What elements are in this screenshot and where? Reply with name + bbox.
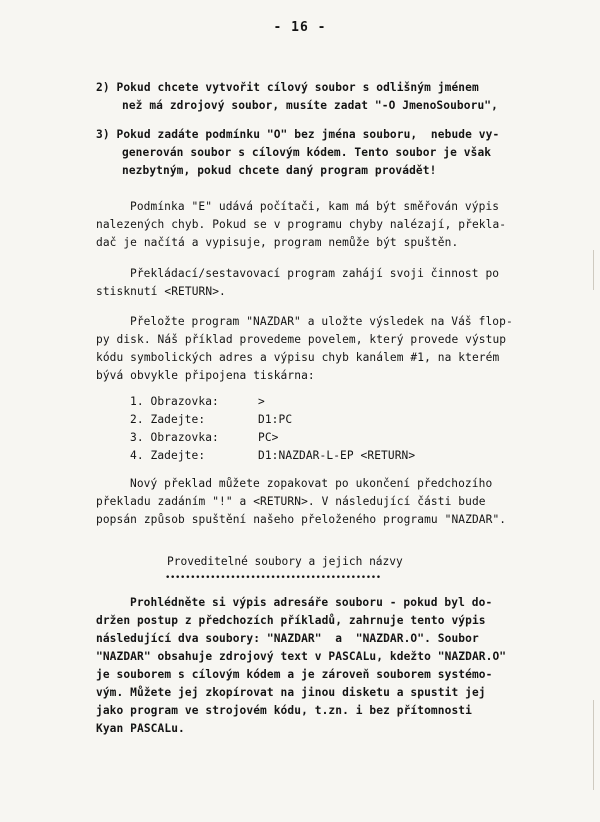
- para-repeat-line-3: popsán způsob spuštění našeho přeloženého programu "NAZDAR".: [96, 513, 507, 526]
- para-directory-line-3: následující dva soubory: "NAZDAR" a "NAZDAR.O". Soubor: [96, 632, 479, 645]
- step-1-value: >: [258, 395, 265, 408]
- para-directory-line-8: Kyan PASCALu.: [96, 722, 185, 735]
- scan-edge-mark: [593, 700, 594, 790]
- para-directory-line-7: jako program ve strojovém kódu, t.zn. i bez přítomnosti: [96, 704, 472, 717]
- para-repeat-line-1: Nový překlad můžete zopakovat po ukončení předchozího: [130, 477, 493, 490]
- step-4-label: 4. Zadejte:: [130, 449, 206, 462]
- item-3-line-3: nezbytným, pokud chcete daný program provádět!: [122, 164, 437, 177]
- para-directory-line-1: Prohlédněte si výpis adresáře souboru - pokud byl do-: [130, 596, 493, 609]
- step-3-label: 3. Obrazovka:: [130, 431, 219, 444]
- section-dotted-rule: •••••••••••••••••••••••••••••••••••••••••••: [165, 573, 381, 583]
- para-return-line-1: Překládací/sestavovací program zahájí svoji činnost po: [130, 267, 500, 280]
- item-3-line-2: generován soubor s cílovým kódem. Tento soubor je však: [122, 146, 492, 159]
- para-directory-line-5: je souborem s cílovým kódem a je zároveň souborem systémo-: [96, 668, 493, 681]
- item-3-line-1: 3) Pokud zadáte podmínku "O" bez jména souboru, nebude vy-: [96, 128, 500, 141]
- section-heading: Proveditelné soubory a jejich názvy: [167, 555, 403, 568]
- para-directory-line-4: "NAZDAR" obsahuje zdrojový text v PASCALu, kdežto "NAZDAR.O": [96, 650, 507, 663]
- para-e-line-3: dač je načítá a vypisuje, program nemůže být spuštěn.: [96, 236, 459, 249]
- para-e-line-1: Podmínka "E" udává počítači, kam má být směřován výpis: [130, 200, 500, 213]
- step-2-value: D1:PC: [258, 413, 293, 426]
- para-repeat-line-2: překladu zadáním "!" a <RETURN>. V následující části bude: [96, 495, 486, 508]
- para-directory-line-2: držen postup z předchozích příkladů, zahrnuje tento výpis: [96, 614, 486, 627]
- step-3-value: PC>: [258, 431, 279, 444]
- scan-edge-mark: [593, 250, 594, 290]
- para-nazdar-line-3: kódu symbolických adres a výpisu chyb kanálem #1, na kterém: [96, 351, 500, 364]
- step-2-label: 2. Zadejte:: [130, 413, 206, 426]
- page-number: - 16 -: [273, 20, 327, 35]
- para-nazdar-line-2: py disk. Náš příklad provedeme povelem, který provede výstup: [96, 333, 507, 346]
- para-directory-line-6: vým. Můžete jej zkopírovat na jinou disketu a spustit jej: [96, 686, 486, 699]
- para-nazdar-line-1: Přeložte program "NAZDAR" a uložte výsledek na Váš flop-: [130, 315, 513, 328]
- step-1-label: 1. Obrazovka:: [130, 395, 219, 408]
- step-4-value: D1:NAZDAR-L-EP <RETURN>: [258, 449, 416, 462]
- para-return-line-2: stisknutí <RETURN>.: [96, 285, 226, 298]
- para-nazdar-line-4: bývá obvykle připojena tiskárna:: [96, 369, 315, 382]
- item-2-line-1: 2) Pokud chcete vytvořit cílový soubor s odlišným jménem: [96, 81, 479, 94]
- item-2-line-2: než má zdrojový soubor, musíte zadat "-O JmenoSouboru",: [122, 99, 498, 112]
- para-e-line-2: nalezených chyb. Pokud se v programu chyby nalézají, překla-: [96, 218, 507, 231]
